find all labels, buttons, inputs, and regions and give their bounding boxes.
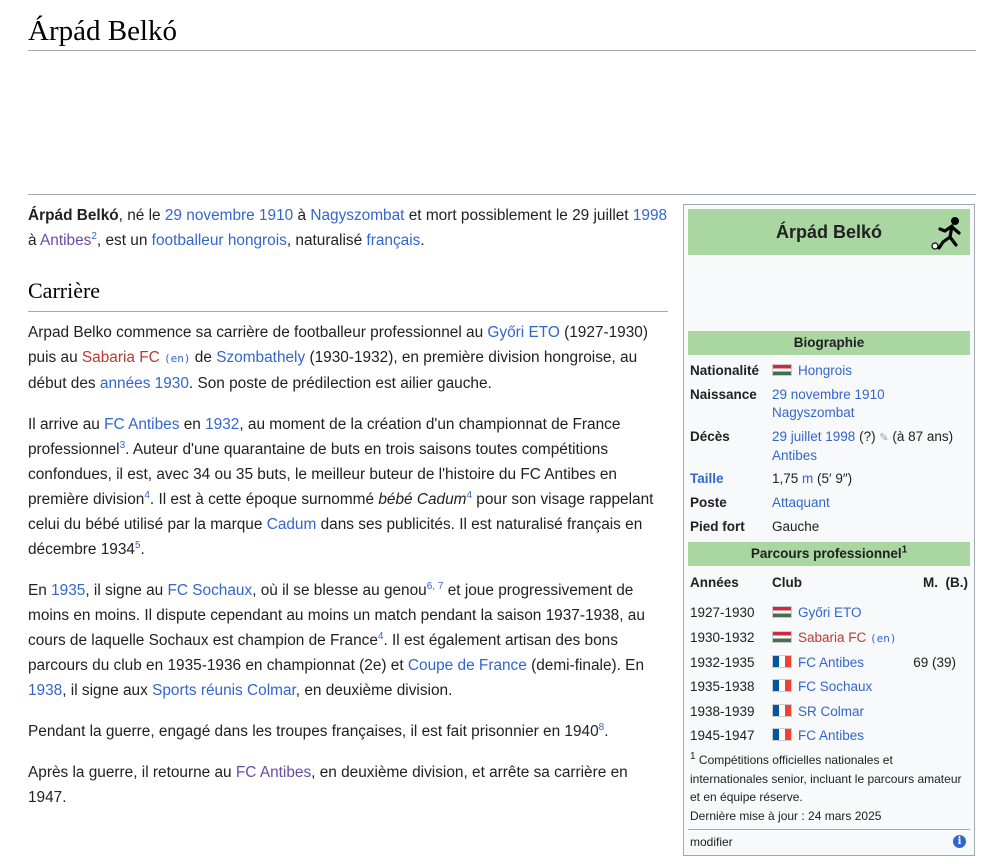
career-paragraph-1: Arpad Belko commence sa carrière de footballeur professionnel au Győri ETO (1927-1930) puis au Sabaria FC (en) de Szombathely (1930-1932), en première division hongroise, au début des années 1930. Son poste de prédilection est ailier gauche.	[28, 324, 648, 392]
hungary-flag-icon	[772, 364, 792, 376]
france-flag-icon	[772, 704, 792, 717]
table-row: 1935-1938 FC Sochaux	[690, 679, 873, 694]
link-metre[interactable]: m	[802, 471, 814, 486]
link-profession[interactable]: footballeur hongrois	[151, 232, 287, 249]
infobox-notes: $^1$ Compétitions officielles nationales et internationales senior, incluant le parcours amateur et en équipe réserve. Dernière mise à jour : 24 mars 2025	[690, 751, 962, 823]
ref-1[interactable]: 1	[901, 544, 908, 556]
link-fc-sochaux[interactable]: FC Sochaux	[167, 582, 253, 599]
last-update: Dernière mise à jour : 24 mars 2025	[690, 808, 882, 823]
link-sr-colmar[interactable]: SR Colmar	[798, 704, 865, 719]
link-deces-date[interactable]: 29 juillet 1998	[772, 429, 856, 444]
interlanguage-en-link[interactable]: (en)	[870, 632, 897, 645]
parcours-header: Parcours professionnel$^1$	[688, 542, 970, 566]
career-paragraph-5: Après la guerre, il retourne au FC Antibes, en deuxième division, et arrête sa carrière en 1947.	[28, 764, 628, 806]
subject-name: Árpád Belkó	[28, 207, 119, 224]
link-1932[interactable]: 1932	[205, 416, 240, 433]
link-sr-colmar[interactable]: Sports réunis Colmar	[152, 682, 296, 699]
france-flag-icon	[772, 679, 792, 692]
link-sabaria-fc[interactable]: Sabaria FC	[798, 630, 867, 645]
ref-2[interactable]: 2	[91, 230, 97, 242]
france-flag-icon	[772, 728, 792, 741]
career-paragraph-2: Il arrive au FC Antibes en 1932, au moment de la création d'un championnat de France professionnel$^3$. Auteur d'une quarantaine de buts en trois saisons toutes compétitions confondues, il est, avec 34 ou 35 buts, le meilleur buteur de l'histoire du FC Antibes en première division$^4$. Il est à cette époque surnommé bébé Cadum$^4$ pour son visage rappelant celui du bébé utilisé par la marque Cadum dans ses publicités. Il est naturalisé français en décembre 1934$^5$.	[28, 416, 654, 558]
link-gyori-eto[interactable]: Győri ETO	[487, 324, 560, 341]
link-hongrois[interactable]: Hongrois	[798, 363, 853, 378]
link-gyori-eto[interactable]: Győri ETO	[798, 605, 862, 620]
link-annees-1930[interactable]: années 1930	[99, 375, 189, 392]
link-deces-lieu[interactable]: Antibes	[772, 448, 818, 463]
link-cadum[interactable]: Cadum	[266, 516, 317, 533]
ref-6-7[interactable]: 6, 7	[426, 580, 444, 592]
link-death-year[interactable]: 1998	[632, 207, 668, 224]
link-death-place[interactable]: Antibes	[40, 232, 92, 249]
modifier-link[interactable]: modifier	[690, 835, 733, 849]
info-icon[interactable]: i	[953, 835, 966, 848]
link-1935[interactable]: 1935	[51, 582, 86, 599]
section-heading-carriere: Carrière	[28, 277, 668, 312]
football-player-icon	[930, 215, 964, 251]
ref-3[interactable]: 3	[119, 439, 126, 451]
table-row: 1930-1932 Sabaria FC (en)	[690, 630, 897, 645]
hungary-flag-icon	[772, 606, 792, 618]
content-divider	[28, 194, 976, 195]
article-body	[28, 203, 668, 826]
table-row: 1945-1947 FC Antibes	[690, 728, 865, 743]
ref-4[interactable]: 4	[144, 489, 150, 501]
title-divider	[28, 50, 976, 51]
link-szombathely[interactable]: Szombathely	[216, 349, 306, 366]
link-1938[interactable]: 1938	[28, 682, 63, 699]
link-fc-antibes[interactable]: FC Antibes	[798, 655, 865, 670]
infobox: Árpád Belkó Biographie Nationalité Hongrois Naissance 29 novembre 1910 Nagyszombat Décès 29 juillet 1998 (?) ✎ (à 87 ans) Antibes Taille 1,75 m (5′ 9″) Poste Attaquant Pied fort Gauche Parcours professionnel$^1$ Années Club M. (B.) 1927-1930 Győri ETO 1930-1932 Sabaria FC (en) 1932-1935 FC Antibes 69 (39) 1935-1938 FC Sochaux 1938-1939 SR Colmar 1945-1947 FC Antibes $^1$ Compétitions officielles nationales et internationales senior, incluant le parcours amateur et en équipe réserve. Dernière mise à jour : 24 mars 2025 modifier i	[683, 204, 975, 856]
career-paragraph-4: Pendant la guerre, engagé dans les troupes françaises, il est fait prisonnier en 1940$^8$.	[28, 721, 609, 740]
table-row: 1927-1930 Győri ETO	[690, 605, 862, 620]
link-sabaria-fc[interactable]: Sabaria FC	[81, 349, 160, 366]
interlanguage-en-link[interactable]: (en)	[164, 352, 191, 365]
link-birth-place[interactable]: Nagyszombat	[310, 207, 405, 224]
hungary-flag-icon	[772, 631, 792, 643]
ref-4[interactable]: 4	[466, 489, 473, 501]
link-attaquant[interactable]: Attaquant	[772, 495, 830, 510]
infobox-title: Árpád Belkó	[688, 209, 970, 255]
link-fc-sochaux[interactable]: FC Sochaux	[798, 679, 873, 694]
link-fc-antibes[interactable]: FC Antibes	[104, 416, 180, 433]
biography-header: Biographie	[688, 331, 970, 355]
link-fc-antibes[interactable]: FC Antibes	[235, 764, 312, 781]
link-coupe-de-france[interactable]: Coupe de France	[407, 657, 527, 674]
page-title: Árpád Belkó	[28, 15, 177, 47]
link-naissance-lieu[interactable]: Nagyszombat	[772, 405, 855, 420]
intro-paragraph: Árpád Belkó, né le 29 novembre 1910 à Nagyszombat et mort possiblement le 29 juillet 1998 à Antibes$^2$, est un footballeur hongrois, naturalisé français.	[28, 207, 668, 249]
ref-5[interactable]: 5	[134, 539, 141, 551]
link-nationality[interactable]: français	[366, 232, 421, 249]
link-fc-antibes[interactable]: FC Antibes	[798, 728, 865, 743]
ref-4[interactable]: 4	[377, 630, 384, 642]
career-paragraph-3: En 1935, il signe au FC Sochaux, où il se blesse au genou$^{6, 7}$ et joue progressivement de moins en moins. Il dispute cependant au moins un match pendant la saison 1937-1938, au cours de laquelle Sochaux est champion de France$^4$. Il est également artisan des bons parcours du club en 1935-1936 en championnat (2e) et Coupe de France (demi-finale). En 1938, il signe aux Sports réunis Colmar, en deuxième division.	[28, 580, 645, 699]
ref-8[interactable]: 8	[598, 721, 605, 733]
link-birth-date[interactable]: 29 novembre 1910	[164, 207, 294, 224]
table-row: 1932-1935 FC Antibes 69 (39)	[690, 655, 956, 670]
link-naissance-date[interactable]: 29 novembre 1910	[772, 387, 885, 402]
france-flag-icon	[772, 655, 792, 668]
pencil-icon[interactable]: ✎	[879, 432, 889, 444]
link-taille[interactable]: Taille	[690, 471, 724, 486]
table-row: 1938-1939 SR Colmar	[690, 704, 865, 719]
infobox-footer	[688, 829, 970, 854]
